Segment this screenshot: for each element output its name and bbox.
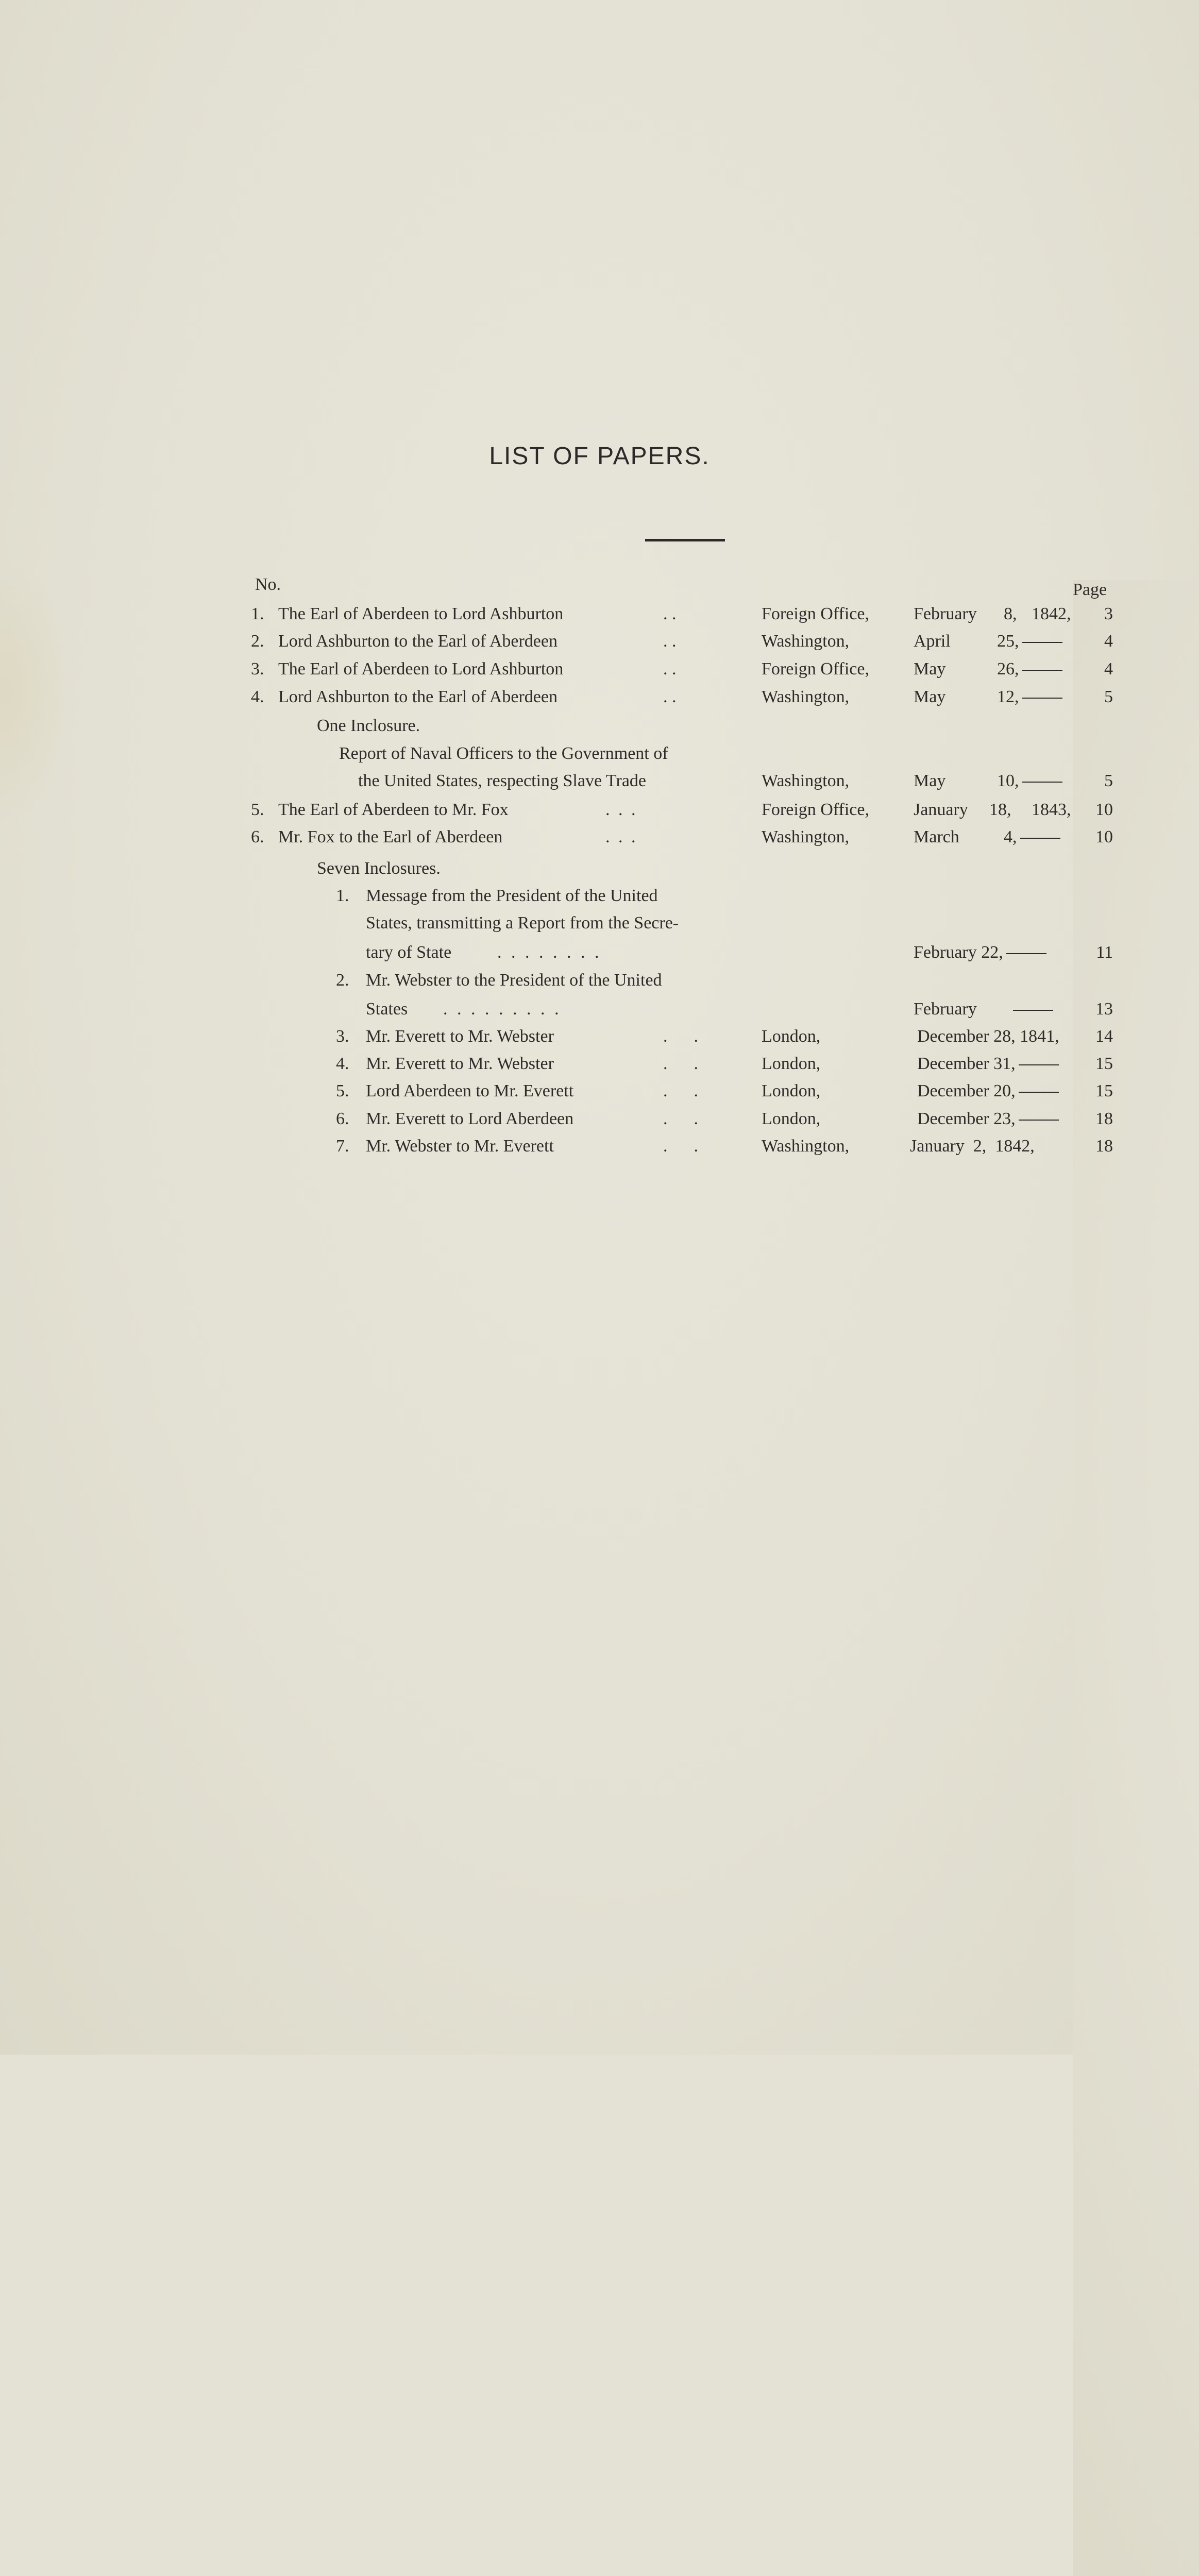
entry-text: Mr. Fox to the Earl of Aberdeen	[278, 827, 503, 846]
sub-number: 2.	[336, 971, 349, 990]
entry-year: 1842,	[1032, 604, 1071, 623]
sub-number: 6.	[336, 1109, 349, 1128]
entry-number: 5.	[251, 800, 264, 819]
inclosure-label: Seven Inclosures.	[317, 859, 441, 878]
entry-year: 1843,	[1032, 800, 1071, 819]
entry-text: The Earl of Aberdeen to Mr. Fox	[278, 800, 509, 819]
entry-date: January 2, 1842,	[910, 1137, 1035, 1156]
inclosure-text: Report of Naval Officers to the Government of	[339, 744, 668, 763]
sub-item-line	[0, 913, 1199, 939]
sub-item	[0, 886, 1199, 912]
sub-text: Message from the President of the United	[366, 886, 658, 905]
entry-text: The Earl of Aberdeen to Lord Ashburton	[278, 604, 564, 623]
leader-dots: . .	[663, 659, 677, 679]
entry-date-text: December 31,	[917, 1054, 1016, 1073]
sub-item	[0, 1137, 1199, 1162]
entry-number: 4.	[251, 687, 264, 706]
entry-place: Washington,	[762, 687, 850, 706]
sub-text: States	[366, 999, 408, 1019]
header-no: No.	[255, 575, 281, 594]
leader-dots: . .	[663, 1109, 698, 1128]
entry-page: 10	[1095, 800, 1113, 819]
entry-day: 18,	[989, 800, 1011, 819]
entry-text: Lord Ashburton to the Earl of Aberdeen	[278, 687, 558, 706]
entry-date	[917, 1109, 1059, 1129]
entry-place: Washington,	[762, 827, 850, 846]
entry-day-text: 12,	[997, 687, 1019, 706]
entry-day	[1004, 827, 1060, 847]
inclosure-line	[0, 771, 1199, 797]
entry-day-text: 10,	[997, 771, 1019, 790]
page-title: LIST OF PAPERS.	[489, 443, 710, 470]
entry-place: Foreign Office,	[762, 604, 869, 623]
entry-number: 2.	[251, 632, 264, 651]
entry-number: 3.	[251, 659, 264, 679]
entry-place: Foreign Office,	[762, 659, 869, 679]
entry-page: 5	[1104, 687, 1113, 706]
leader-dots: . .	[663, 1137, 698, 1156]
entry-date	[917, 1081, 1059, 1101]
sub-item	[0, 1054, 1199, 1080]
ditto-dash	[1022, 670, 1062, 671]
entry-month: March	[914, 827, 959, 846]
entry-place: Washington,	[762, 771, 850, 790]
entry-month: January	[914, 800, 968, 819]
entry-day	[997, 659, 1062, 679]
ditto-dash	[1022, 782, 1062, 783]
entry-page: 11	[1096, 943, 1113, 962]
inclosure-label-row	[0, 859, 1199, 885]
entry-page: 18	[1095, 1137, 1113, 1156]
entry-date	[914, 999, 1053, 1019]
title-rule	[645, 539, 725, 541]
entry-month: May	[914, 771, 946, 790]
entry-month: May	[914, 687, 946, 706]
entry-place: Washington,	[762, 632, 850, 651]
sub-number: 7.	[336, 1137, 349, 1156]
entry-place: Foreign Office,	[762, 800, 869, 819]
list-item	[0, 827, 1199, 853]
sub-number: 3.	[336, 1027, 349, 1046]
sub-text: Mr. Everett to Mr. Webster	[366, 1054, 554, 1073]
sub-text: Mr. Webster to Mr. Everett	[366, 1137, 554, 1156]
sub-text: Mr. Everett to Mr. Webster	[366, 1027, 554, 1046]
ditto-dash	[1019, 1092, 1059, 1093]
entry-page: 14	[1095, 1027, 1113, 1046]
leader-dots: . .	[663, 1027, 698, 1046]
ditto-dash	[1006, 953, 1046, 954]
entry-month: February	[914, 604, 977, 623]
list-item	[0, 604, 1199, 630]
entry-page: 15	[1095, 1054, 1113, 1073]
sub-number: 4.	[336, 1054, 349, 1073]
entry-date	[914, 943, 1046, 962]
sub-item	[0, 1027, 1199, 1053]
entry-text: The Earl of Aberdeen to Lord Ashburton	[278, 659, 564, 679]
header-page: Page	[1073, 580, 1199, 2576]
entry-number: 1.	[251, 604, 264, 623]
entry-place: London,	[762, 1109, 821, 1128]
entry-page: 5	[1104, 771, 1113, 790]
inclosure-text: the United States, respecting Slave Trade	[358, 771, 647, 790]
leader-dots: . .	[663, 632, 677, 651]
entry-text: Lord Ashburton to the Earl of Aberdeen	[278, 632, 558, 651]
leader-dots: . . . . . . . . .	[443, 999, 562, 1019]
entry-place: London,	[762, 1027, 821, 1046]
entry-place: Washington,	[762, 1137, 850, 1156]
entry-day-text: 26,	[997, 659, 1019, 679]
sub-text: Lord Aberdeen to Mr. Everett	[366, 1081, 574, 1100]
sub-item-line	[0, 943, 1199, 969]
list-item	[0, 632, 1199, 657]
leader-dots: . . . . . . . .	[497, 943, 602, 962]
inclosure-label-row	[0, 716, 1199, 742]
entry-date	[917, 1054, 1059, 1074]
entry-date-text: February 22,	[914, 943, 1003, 962]
entry-place: London,	[762, 1054, 821, 1073]
sub-item	[0, 1081, 1199, 1107]
sub-item	[0, 971, 1199, 996]
leader-dots: . .	[663, 1054, 698, 1073]
inclosure-line	[0, 744, 1199, 770]
sub-number: 5.	[336, 1081, 349, 1100]
entry-day-text: 4,	[1004, 827, 1017, 846]
sub-item	[0, 1109, 1199, 1135]
entry-date: December 28, 1841,	[917, 1027, 1059, 1046]
entry-place: London,	[762, 1081, 821, 1100]
sub-number: 1.	[336, 886, 349, 905]
entry-day	[997, 771, 1062, 791]
entry-number: 6.	[251, 827, 264, 846]
entry-day	[997, 687, 1062, 707]
ditto-dash	[1019, 1064, 1059, 1065]
entry-page: 10	[1095, 827, 1113, 846]
entry-page: 4	[1104, 659, 1113, 679]
entry-date-text: February	[914, 999, 977, 1019]
entry-page: 13	[1095, 999, 1113, 1019]
entry-page: 18	[1095, 1109, 1113, 1128]
ditto-dash	[1020, 838, 1060, 839]
leader-dots: . .	[663, 1081, 698, 1100]
ditto-dash	[1022, 698, 1062, 699]
entry-page: 3	[1104, 604, 1113, 623]
sub-text: States, transmitting a Report from the Secre-	[366, 913, 679, 933]
sub-text: tary of State	[366, 943, 452, 962]
leader-dots: . .	[663, 604, 677, 623]
inclosure-label: One Inclosure.	[317, 716, 420, 735]
ditto-dash	[1019, 1120, 1059, 1121]
list-item	[0, 687, 1199, 713]
leader-dots: . .	[663, 687, 677, 706]
sub-text: Mr. Webster to the President of the United	[366, 971, 662, 990]
list-item	[0, 800, 1199, 826]
entry-date-text: December 23,	[917, 1109, 1016, 1128]
entry-page: 15	[1095, 1081, 1113, 1100]
entry-day	[997, 632, 1062, 651]
entry-month: May	[914, 659, 946, 679]
entry-page: 4	[1104, 632, 1113, 651]
list-item	[0, 659, 1199, 685]
ditto-dash	[1013, 1010, 1053, 1011]
leader-dots: . . .	[605, 827, 638, 846]
ditto-dash	[1022, 642, 1062, 643]
entry-day-text: 25,	[997, 632, 1019, 651]
leader-dots: . . .	[605, 800, 638, 819]
sub-text: Mr. Everett to Lord Aberdeen	[366, 1109, 574, 1128]
entry-month: April	[914, 632, 951, 651]
entry-date-text: December 20,	[917, 1081, 1016, 1100]
sub-item-line	[0, 999, 1199, 1025]
entry-day: 8,	[1004, 604, 1017, 623]
